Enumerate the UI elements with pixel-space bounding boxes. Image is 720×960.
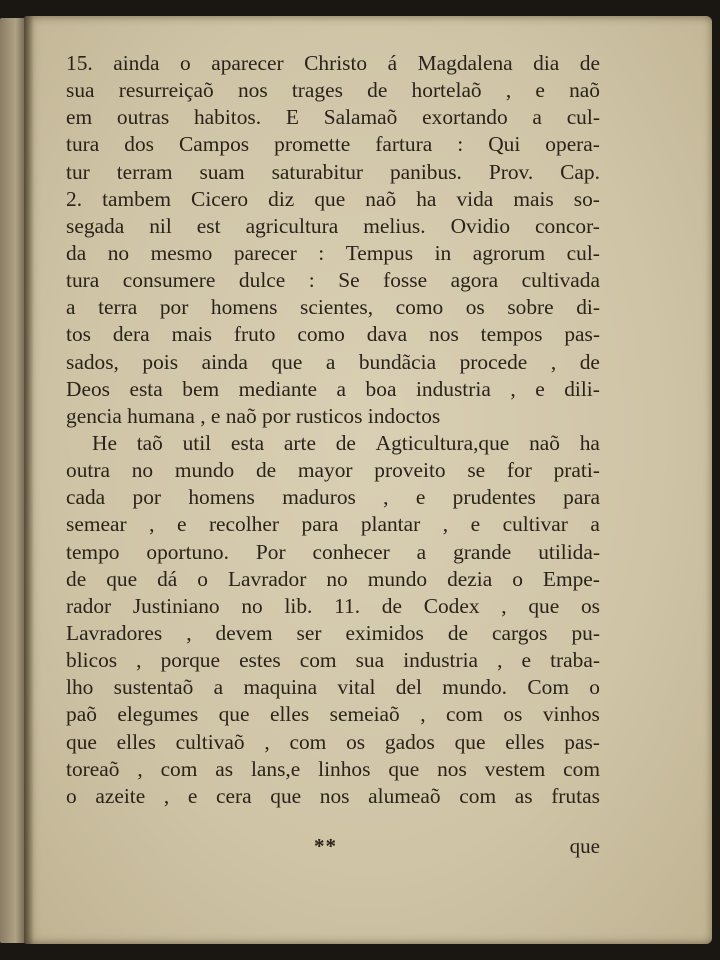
text-line: lho sustentaõ a maquina vital del mundo. Com o [66,675,600,700]
text-line: 15. ainda o aparecer Christo á Magdalena dia de [66,51,600,75]
text-line: rador Justiniano no lib. 11. de Codex , que os [66,593,600,618]
text-line: 2. tambem Cicero diz que naõ ha vida mais so- [66,186,600,211]
text-line: tos dera mais fruto como dava nos tempos pas- [66,322,600,347]
text-line: segada nil est agricultura melius. Ovidio concor- [66,213,600,238]
page-footer [66,834,600,862]
text-line: em outras habitos. E Salamaõ exortando a cul- [66,105,600,130]
text-line: paõ elegumes que elles semeiaõ , com os vinhos [66,702,600,727]
text-line: toreaõ , com as lans,e linhos que nos vestem com [66,756,600,781]
text-line: da no mesmo parecer : Tempus in agrorum cul- [66,240,600,265]
text-line: outra no mundo de mayor proveito se for prati- [66,458,600,483]
text-line: que elles cultivaõ , com os gados que elles pas- [66,729,600,754]
text-line: o azeite , e cera que nos alumeaõ com as frutas [66,783,600,808]
text-line: tura consumere dulce : Se fosse agora cultivada [66,268,600,293]
text-line: sua resurreiçaõ nos trages de hortelaõ , e naõ [66,78,600,103]
catchword: que [569,834,600,858]
text-line: Lavradores , devem ser eximidos de cargos pu- [66,620,600,645]
text-line: tempo oportuno. Por conhecer a grande utilida- [66,539,600,564]
signature-mark: ** [314,834,337,858]
page-text [66,50,600,810]
page-gutter-shadow [24,16,34,944]
text-line: a terra por homens scientes, como os sobre di- [66,295,600,320]
text-line: de que dá o Lavrador no mundo dezia o Empe- [66,566,600,591]
text-line: Deos esta bem mediante a boa industria , e dili- [66,376,600,401]
text-line: tura dos Campos promette fartura : Qui opera- [66,132,600,157]
text-line: cada por homens maduros , e prudentes para [66,485,600,510]
text-line: gencia humana , e naõ por rusticos indoctos [66,403,441,428]
paragraph-start-line: He taõ util esta arte de Agticultura,que naõ ha [92,430,600,455]
text-line: blicos , porque estes com sua industria , e traba- [66,648,600,673]
previous-page-edge [0,18,26,943]
text-line: sados, pois ainda que a bundãcia procede , de [66,349,600,374]
text-line: semear , e recolher para plantar , e cultivar a [66,512,600,537]
text-line: tur terram suam saturabitur panibus. Prov. Cap. [66,159,600,184]
